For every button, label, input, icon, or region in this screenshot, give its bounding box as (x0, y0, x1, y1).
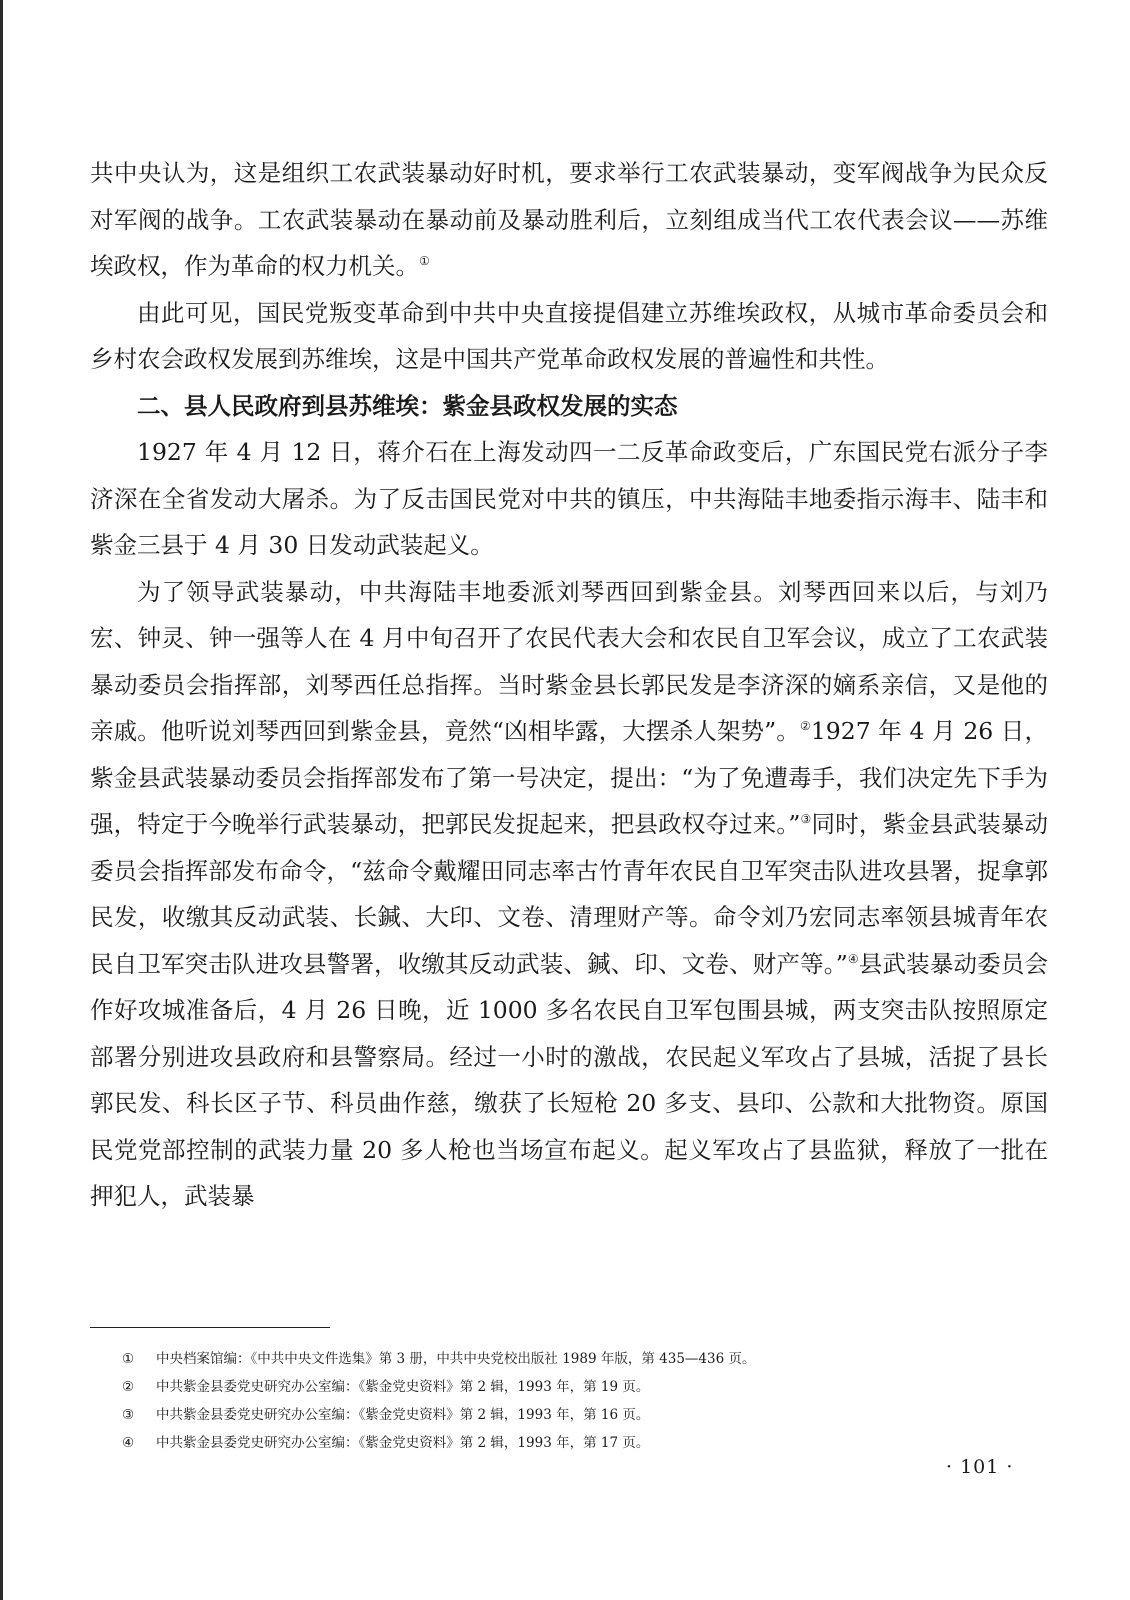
footnote (122, 1429, 1022, 1457)
footnote-ref-3: ③ (800, 812, 812, 827)
footnote (122, 1401, 1022, 1429)
paragraph: 1927 年 4 月 12 日，蒋介石在上海发动四一二反革命政变后，广东国民党右派分子李济深在全省发动大屠杀。为了反击国民党对中共的镇压，中共海陆丰地委指示海丰、陆丰和紫金三县于 4 月 30 日发动武装起义。 (90, 438, 1048, 559)
footnote (122, 1373, 1022, 1401)
footnote-text: 中共紫金县委党史研究办公室编：《紫金党史资料》第 2 辑，1993 年，第 19 页。 (156, 1379, 650, 1395)
section-heading: 二、县人民政府到县苏维埃：紫金县政权发展的实态 (137, 391, 678, 420)
footnote-divider (90, 1327, 330, 1328)
paragraph-text: 共中央认为，这是组织工农武装暴动好时机，要求举行工农武装暴动，变军阀战争为民众反对军阀的战争。工农武装暴动在暴动前及暴动胜利后，立刻组成当代工农代表会议——苏维埃政权，作为革命的权力机关。 (90, 159, 1048, 280)
paragraph-continuation (90, 150, 1048, 290)
page-left-edge (0, 0, 3, 1600)
footnote-mark: ② (122, 1379, 135, 1395)
footnote-ref-2: ② (799, 719, 811, 734)
footnote (122, 1345, 1022, 1373)
footnote-text: 中共紫金县委党史研究办公室编：《紫金党史资料》第 2 辑，1993 年，第 17 页。 (156, 1435, 650, 1451)
paragraph: 由此可见，国民党叛变革命到中共中央直接提倡建立苏维埃政权，从城市革命委员会和乡村农会政权发展到苏维埃，这是中国共产党革命政权发展的普遍性和共性。 (90, 298, 1048, 373)
paragraph-text: 同时，紫金县武装暴动委员会指挥部发布命令，“兹命令戴耀田同志率古竹青年农民自卫军突击队进攻县署，捉拿郭民发，收缴其反动武装、长鍼、大印、文卷、清理财产等。命令刘乃宏同志率领县城青年农民自卫军突击队进攻县警署，收缴其反动武装、鍼、印、文卷、财产等。” (90, 810, 1049, 978)
page-number: · 101 · (946, 1456, 1014, 1478)
footnote-mark: ③ (122, 1407, 135, 1423)
footnotes (122, 1345, 1022, 1457)
footnote-ref-4: ④ (847, 951, 859, 966)
body-text (90, 150, 1048, 1220)
paragraph-text: 1927 年 4 月 26 日，紫金县武装暴动委员会指挥部发布了第一号决定，提出：“为了免遭毒手，我们决定先下手为强，特定于今晚举行武装暴动，把郭民发捉起来，把县政权夺过来。” (90, 717, 1048, 838)
paragraph (90, 569, 1048, 1220)
footnote-ref-1: ① (419, 254, 430, 269)
paragraph-text: 为了领导武装暴动，中共海陆丰地委派刘琴西回到紫金县。刘琴西回来以后，与刘乃宏、钟灵、钟一强等人在 4 月中旬召开了农民代表大会和农民自卫军会议，成立了工农武装暴动委员会指挥部，刘琴西任总指挥。当时紫金县长郭民发是李济深的嫡系亲信，又是他的亲戚。他听说刘琴西回到紫金县，竟然“凶相毕露，大摆杀人架势”。 (90, 577, 1048, 745)
footnote-text: 中央档案馆编：《中共中央文件选集》第 3 册，中共中央党校出版社 1989 年版，第 435—436 页。 (156, 1351, 756, 1367)
footnote-mark: ① (122, 1351, 135, 1367)
footnote-text: 中共紫金县委党史研究办公室编：《紫金党史资料》第 2 辑，1993 年，第 16 页。 (156, 1407, 650, 1423)
footnote-mark: ④ (122, 1435, 135, 1451)
paragraph-text: 县武装暴动委员会作好攻城准备后，4 月 26 日晚，近 1000 多名农民自卫军包围县城，两支突击队按照原定部署分别进攻县政府和县警察局。经过一小时的激战，农民起义军攻占了县城，活捉了县长郭民发、科长区子节、科员曲作慈，缴获了长短枪 20 多支、县印、公款和大批物资。原国民党党部控制的武装力量 20 多人枪也当场宣布起义。起义军攻占了县监狱，释放了一批在押犯人，武装暴 (90, 949, 1049, 1210)
